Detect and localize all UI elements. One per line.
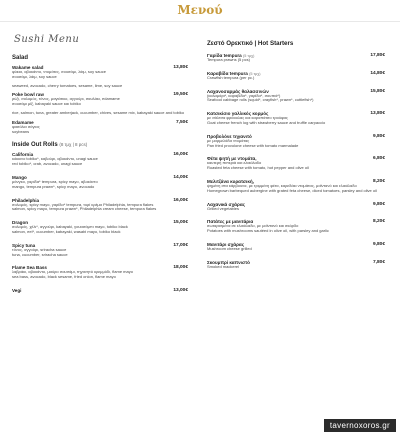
item-name-text: Κατσικίσιο γαλλικός κορμός xyxy=(207,111,269,117)
item-price: 17,00€ xyxy=(173,242,188,248)
item-price: 8,20€ xyxy=(372,219,385,225)
item-description: tuna, cucumber, sriracha sauce xyxy=(12,251,68,257)
item-name-text: Γαρίδα tempura xyxy=(207,53,242,58)
right-column xyxy=(205,28,387,278)
menu-item xyxy=(207,53,387,63)
item-name-text: Σκουμπρί καπνιστό xyxy=(207,259,250,265)
left-column xyxy=(10,28,190,301)
item-price: 15,80€ xyxy=(370,88,385,94)
item-price: 19,50€ xyxy=(173,92,188,98)
item-price: 16,00€ xyxy=(173,197,188,203)
item-greek-description: ρύζι, σολομός, τόνος, μαγιάτικο, αγγούρι, σαυλάκι, edamame xyxy=(12,96,120,102)
item-unit: (5 τμχ) xyxy=(249,71,261,76)
item-description: Potatoes with mushrooms sautéed in olive oil, with parsley and garlic xyxy=(207,228,329,234)
item-description: σουσάμι, λάιμ, soy sauce xyxy=(12,73,57,79)
item-description: sea bass, avocado, black sesame, fried onion, flame mayo xyxy=(12,274,116,280)
item-name: Mango xyxy=(12,174,27,180)
item-greek-description: λαβράκι, αβοκάντο, μαύρο σουσάμι, τηγανητό κρεμμύδι, flame mayo xyxy=(12,269,133,275)
item-price: 14,80€ xyxy=(370,70,385,76)
item-subline-text: Tempura prawns xyxy=(207,57,237,62)
menu-item xyxy=(12,198,190,213)
item-description: red tobiko*, crab, avocado, unagi sauce xyxy=(12,161,83,167)
menu-item xyxy=(12,111,190,116)
section-title-text: Salad xyxy=(12,55,29,61)
item-price: 16,00€ xyxy=(173,152,188,158)
item-name: California xyxy=(12,152,34,158)
menu-item xyxy=(12,243,190,258)
menu-item xyxy=(207,71,387,81)
item-unit: (5 τμχ) xyxy=(243,54,255,58)
item-subline-text: με σάλτσα φράουλας και καραπάτσο τρούφας xyxy=(207,115,288,121)
section-title xyxy=(12,55,190,61)
item-description: soybeans xyxy=(12,128,30,134)
item-description: Goat cheese french log with strawberry sauce and truffle carpaccio xyxy=(207,119,326,125)
menu-item xyxy=(207,89,387,104)
item-subline-text: ψημένη στα κάρβουνα, με τριμμένη φέτα, καρεδάκι ντομάτας, μαϊντανό και ελαιόλαδο xyxy=(207,182,357,188)
hot-starters-list xyxy=(205,53,387,270)
item-greek-description: τόνος, αγγούρι, sriracha sauce xyxy=(12,246,67,252)
item-description: σουσάμι μίξ, kabayaki sauce και tobiko xyxy=(12,101,81,107)
item-greek-description: σολομός, χέλι*, αγγούρι, kabayaki, γουασάμπι mayo, tobiko black xyxy=(12,224,128,230)
menu-item xyxy=(207,111,387,126)
item-price: 9,80€ xyxy=(372,133,385,139)
item-subline-text: Mushroom cheese grilled xyxy=(207,245,252,251)
item-description: rice, salmon, tuna, greater amberjack, cucumber, chives, sesame mix, kabayaki sauce and tobiko xyxy=(12,109,185,115)
item-subline-text: Grilled vegetables xyxy=(207,205,240,211)
item-price: 9,80€ xyxy=(372,201,385,207)
item-name-text: Πατάτες με μανιτάρια xyxy=(207,219,254,225)
item-name-text: Λαχανικά σχάρας xyxy=(207,201,246,207)
item-subline xyxy=(207,207,387,212)
item-name-text: Μανιτάρι σχάρας xyxy=(207,241,245,247)
item-price: 6,80€ xyxy=(372,156,385,162)
menu-item xyxy=(12,120,190,135)
item-unit: (per pc.) xyxy=(239,74,255,80)
item-name: Dragon xyxy=(12,220,29,226)
item-price: 7,80€ xyxy=(372,259,385,265)
sushi-menu-title: Sushi Menu xyxy=(14,34,80,45)
item-price: 13,80€ xyxy=(173,65,188,70)
section-subtitle: (8 τμχ | 8 pcs) xyxy=(59,142,88,148)
hot-starters-title: Ζεστό Ορεκτικό | Hot Starters xyxy=(207,40,294,47)
menu-item xyxy=(12,220,190,235)
item-name: Flame Sea Bass xyxy=(12,265,47,271)
item-description: salmon, spicy mayo, tempura prawn*, Philadelphia cream cheese, tempura flakes xyxy=(12,206,157,212)
left-sections xyxy=(10,55,190,293)
item-description: seaweed, avocado, cherry tomatoes, sesame, lime, soy sauce xyxy=(12,82,123,88)
item-description: Roasted feta cheese with tomato, hot pepper and olive oil xyxy=(207,165,309,171)
item-subline xyxy=(207,265,387,270)
item-subline-text: (καλαμάρι*, καραβίδα*, γαρίδα*, σουπιά*) xyxy=(207,92,281,98)
item-name-text: Μελιτζάνα κυρατσική, xyxy=(207,178,254,184)
item-description: Seafood cabbage rolls (squid*, crayfish*, prawn*, cuttlefish*) xyxy=(207,97,314,103)
item-description: salmon, eel*, cucumber, kabayaki, wasabi mayo, tobiko black xyxy=(12,228,121,234)
item-greek-description: σολομός, spicy mayo, γαρίδα* tempura, τυρί κρέμα Philadelphia, tempura flakes xyxy=(12,201,154,207)
menu-title: Μενού xyxy=(177,3,223,17)
item-subline xyxy=(207,247,387,252)
menu-item xyxy=(207,134,387,149)
item-subline-text: σωταρισμένα σε ελαιόλαδο, με μαϊντανό και σκόρδο xyxy=(207,223,299,229)
item-greek-description: φύκια, αβοκάντο, ντομάτες, σουσάμι, λάιμ, soy sauce xyxy=(12,69,106,74)
menu-item xyxy=(12,265,190,280)
site-watermark: tavernoxoros.gr xyxy=(324,419,396,432)
menu-item xyxy=(207,156,387,171)
item-price: 17,80€ xyxy=(370,53,385,58)
item-description: mango, tempura prawn*, spicy mayo, avocado xyxy=(12,183,95,189)
item-price: 13,80€ xyxy=(370,111,385,117)
item-name-text: Λαχανοσαρμάς θαλασσινών xyxy=(207,88,269,94)
item-name: Spicy tuna xyxy=(12,242,36,248)
item-name-text: Προβολόνε τηγανιτό xyxy=(207,133,252,139)
item-name: Edamame xyxy=(12,119,34,125)
item-subline-text: Smoked mackerel xyxy=(207,263,240,269)
menu-item xyxy=(12,65,190,80)
header-divider xyxy=(0,21,400,22)
item-subline-text: Crawfish tempura xyxy=(207,74,239,80)
item-description: Pan fried provolone cheese with tomato marmalade xyxy=(207,142,299,148)
menu-item xyxy=(12,288,190,293)
item-price: 14,00€ xyxy=(173,174,188,180)
menu-header xyxy=(0,0,400,20)
menu-item xyxy=(207,260,387,270)
item-subline-text: καυτερή πιπεριά και ελαιόλαδο xyxy=(207,160,262,166)
item-price: 15,00€ xyxy=(173,220,188,226)
menu-item xyxy=(207,219,387,234)
menu-item xyxy=(207,242,387,252)
item-greek-description: φασόλια σόγιας xyxy=(12,123,40,129)
item-name: Vegi xyxy=(12,287,22,293)
menu-item xyxy=(207,202,387,212)
section-title xyxy=(12,142,190,148)
item-name: Philadelphia xyxy=(12,197,40,203)
item-subline xyxy=(207,76,387,81)
item-price: 8,20€ xyxy=(372,178,385,184)
menu-item xyxy=(12,84,190,89)
menu-item xyxy=(207,179,387,194)
item-unit: (5 pcs) xyxy=(237,57,250,62)
item-name: Wakame salad xyxy=(12,65,44,70)
item-price: 9,80€ xyxy=(372,241,385,247)
item-price: 18,00€ xyxy=(173,265,188,271)
item-price: 13,00€ xyxy=(173,287,188,293)
section-title-text: Inside Out Rolls xyxy=(12,142,58,149)
item-description: Homegrown barbequed aubergine with grated feta cheese, diced tomatoes, parsley and olive oil xyxy=(207,187,377,193)
item-price: 7,50€ xyxy=(175,119,188,125)
menu-item xyxy=(12,92,190,107)
menu-item xyxy=(12,175,190,190)
item-name: Poke bowl raw xyxy=(12,92,44,98)
menu-item xyxy=(12,152,190,167)
item-subline xyxy=(207,58,387,63)
item-name-text: Φέτα ψητή με ντομάτα, xyxy=(207,156,257,162)
item-name-text: Καραβίδα tempura xyxy=(207,70,248,76)
item-subline-text: με μαρμελάδα ντομάτας xyxy=(207,137,250,143)
item-greek-description: μάνγκο, γαρίδα* tempura, spicy mayo, αβοκάντο xyxy=(12,178,98,184)
item-greek-description: κόκκινο tobiko*, καβούρι, αβοκάντο, unagi sauce xyxy=(12,156,98,162)
